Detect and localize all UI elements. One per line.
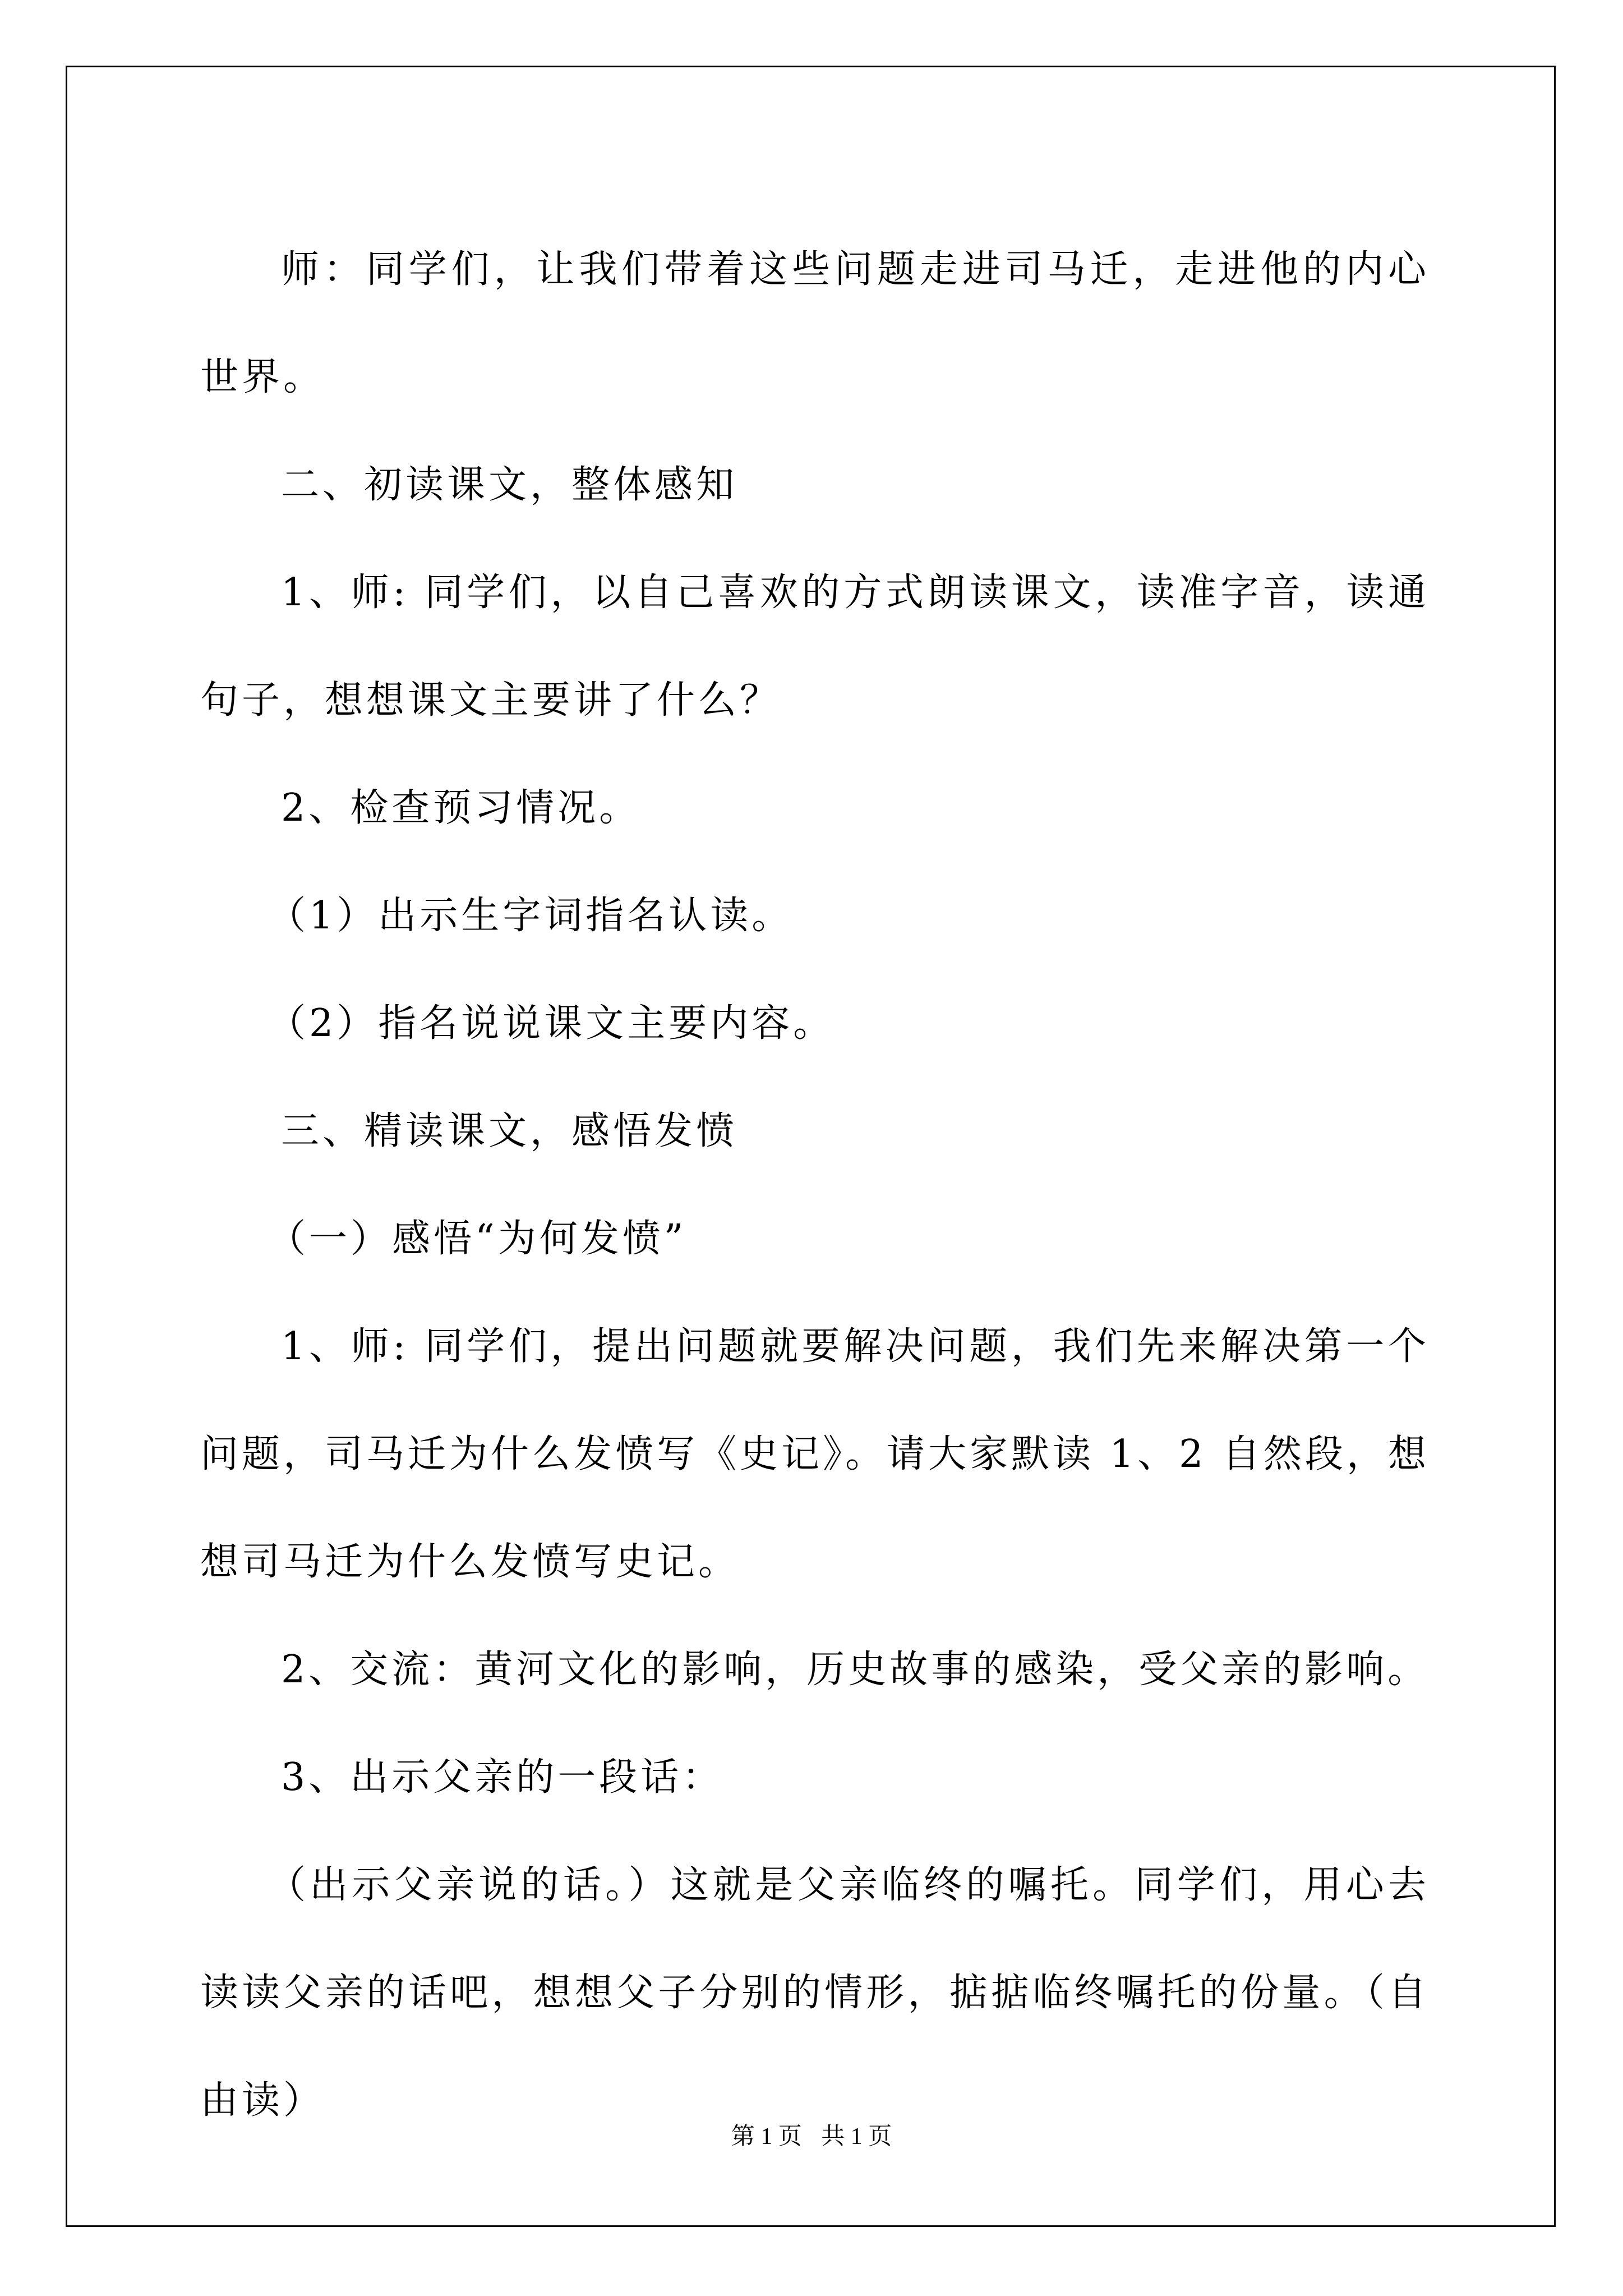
paragraph-exchange: 2、交流：黄河文化的影响，历史故事的感染，受父亲的影响。 (281, 1648, 1430, 1692)
paragraph-read-aloud: 1、师: 同学们，以自己喜欢的方式朗读课文，读准字音，读通句子，想想课文主要讲了什么？ (200, 570, 1430, 723)
page-footer (0, 2118, 1623, 2151)
page-number-current: 第 1 页 (731, 2124, 802, 2150)
paragraph-father-words: 3、出示父亲的一段话： (281, 1755, 724, 1800)
paragraph-teacher-intro: 师：同学们，让我们带着这些问题走进司马迁，走进他的内心世界。 (200, 247, 1430, 399)
page-number-total: 共 1 页 (821, 2124, 892, 2150)
paragraph-new-words: （1）出示生字词指名认读。 (268, 894, 794, 938)
heading-section-two: 二、初读课文，整体感知 (281, 463, 738, 507)
heading-subsection-one: （一）感悟“为何发愤” (268, 1217, 687, 1261)
heading-section-three: 三、精读课文，感悟发愤 (281, 1109, 738, 1153)
paragraph-main-content: （2）指名说说课文主要内容。 (268, 1001, 835, 1046)
paragraph-solve-question: 1、师: 同学们，提出问题就要解决问题，我们先来解决第一个问题，司马迁为什么发愤写《史记》。请大家默读 1、2 自然段，想想司马迁为什么发愤写史记。 (200, 1324, 1430, 1584)
paragraph-dying-wish: （出示父亲说的话。）这就是父亲临终的嘱托。同学们，用心去读读父亲的话吧，想想父子分别的情形，掂掂临终嘱托的份量。（自由读） (200, 1863, 1430, 2123)
document-body (200, 216, 1430, 2155)
paragraph-check-preview: 2、检查预习情况。 (281, 786, 641, 830)
